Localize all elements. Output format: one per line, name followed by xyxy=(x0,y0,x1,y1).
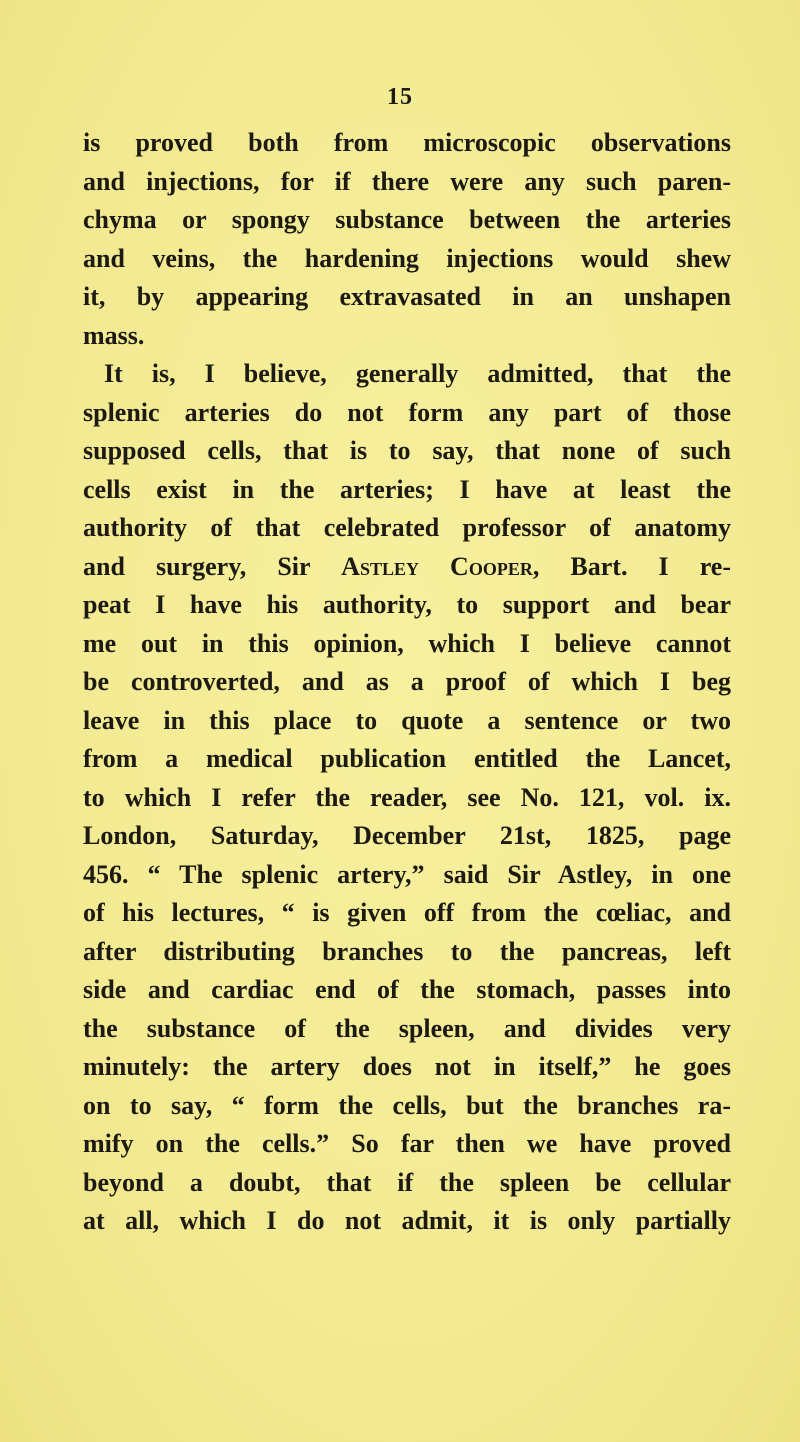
text-line: side and cardiac end of the stomach, passes into xyxy=(83,975,731,1004)
text-line: of his lectures, “ is given off from the cœliac, and xyxy=(83,898,731,927)
text-line: and veins, the hardening injections would shew xyxy=(83,243,731,273)
text-line: to which I refer the reader, see No. 121, vol. ix. xyxy=(83,782,731,812)
name-small-caps: Astley Cooper xyxy=(341,551,533,581)
text-line: minutely: the artery does not in itself,” he goes xyxy=(83,1052,731,1081)
text-line: be controverted, and as a proof of which I beg xyxy=(83,667,731,696)
text-line: at all, which I do not admit, it is only partially xyxy=(83,1206,731,1235)
text-line: splenic arteries do not form any part of those xyxy=(83,397,731,427)
body-paragraphs xyxy=(83,124,731,1241)
text-line: and injections, for if there were any such paren- xyxy=(83,166,731,196)
text-line: is proved both from microscopic observations xyxy=(83,128,731,157)
text-line: it, by appearing extravasated in an unshapen xyxy=(83,282,731,311)
text-line: authority of that celebrated professor of anatomy xyxy=(83,513,731,542)
text-line: It is, I believe, generally admitted, that the xyxy=(104,359,731,388)
text-line: me out in this opinion, which I believe cannot xyxy=(83,628,731,658)
text-line: beyond a doubt, that if the spleen be cellular xyxy=(83,1167,731,1197)
text-line: London, Saturday, December 21st, 1825, page xyxy=(83,821,731,850)
text-line xyxy=(83,548,731,587)
text-line: from a medical publication entitled the Lancet, xyxy=(83,744,731,773)
text-line: cells exist in the arteries; I have at least the xyxy=(83,474,731,504)
text-line: supposed cells, that is to say, that none of such xyxy=(83,436,731,465)
text-line: peat I have his authority, to support and bear xyxy=(83,590,731,619)
text-line: the substance of the spleen, and divides very xyxy=(83,1013,731,1043)
text-segment: , Bart. I re- xyxy=(532,551,731,581)
text-line: on to say, “ form the cells, but the branches ra- xyxy=(83,1090,731,1120)
text-line: after distributing branches to the pancreas, left xyxy=(83,936,731,966)
text-line: mass. xyxy=(83,320,145,350)
text-line: leave in this place to quote a sentence or two xyxy=(83,705,731,735)
text-line: 456. “ The splenic artery,” said Sir Astley, in one xyxy=(83,859,731,889)
text-line: chyma or spongy substance between the arteries xyxy=(83,205,731,234)
text-line: mify on the cells.” So far then we have proved xyxy=(83,1129,731,1158)
text-segment: and surgery, Sir xyxy=(83,551,342,581)
page-number: 15 xyxy=(387,84,413,110)
